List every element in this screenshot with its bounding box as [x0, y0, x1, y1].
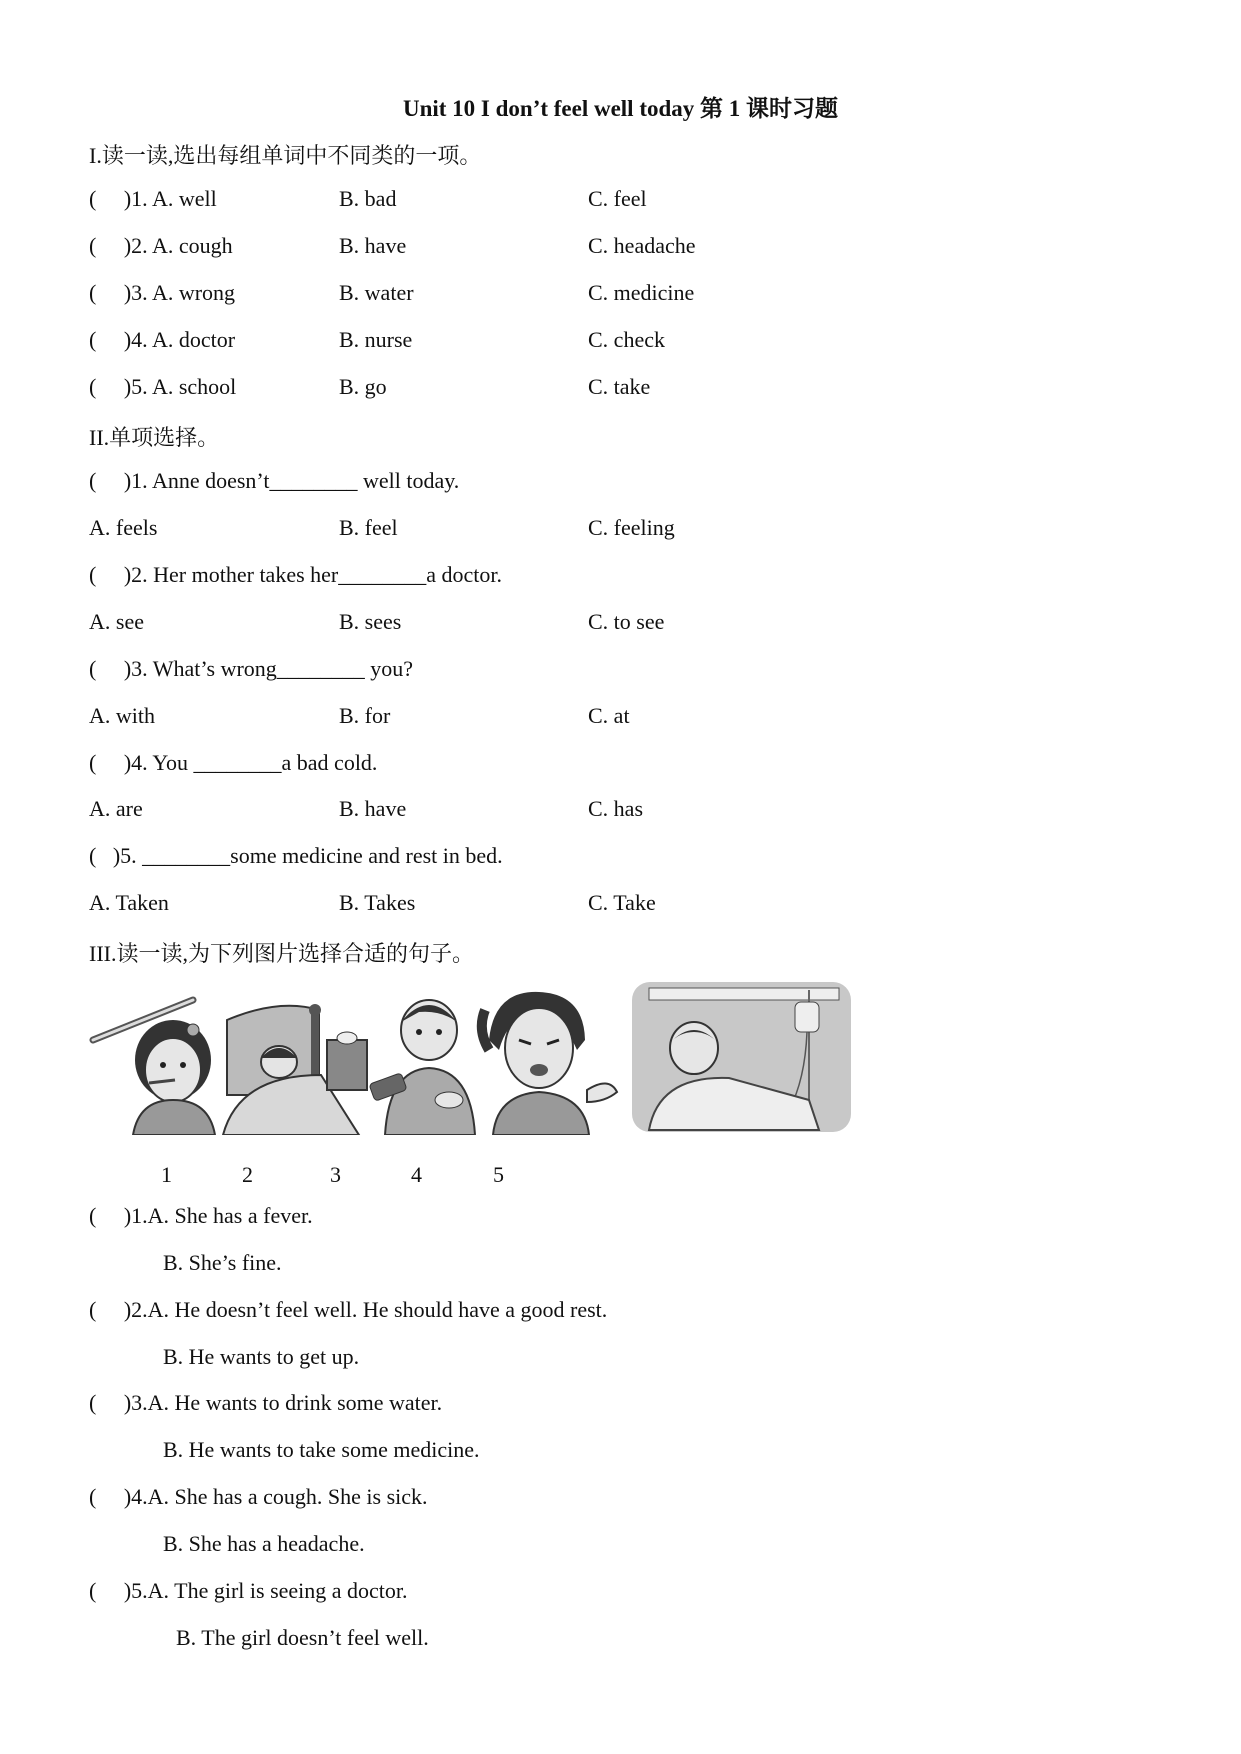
section-2-question — [89, 656, 989, 686]
option-c: C. feel — [588, 186, 647, 211]
page-title: Unit 10 I don’t feel well today 第 1 课时习题 — [402, 96, 839, 121]
picture-numbers — [0, 1162, 1241, 1192]
question-text: ( )4. You ________a bad cold. — [89, 750, 378, 775]
section-2-heading: II.单项选择。 — [89, 425, 220, 450]
picture-number: 3 — [330, 1162, 341, 1187]
question-text: ( )5. A. school — [89, 374, 237, 399]
section-2-options — [89, 609, 989, 639]
girl-thermometer-picture — [93, 1000, 215, 1135]
section-1-heading: I.读一读,选出每组单词中不同类的一项。 — [89, 143, 482, 168]
section-3-option-a: ( )5.A. The girl is seeing a doctor. — [89, 1578, 408, 1603]
illustration-strip — [89, 980, 851, 1135]
option-b: B. nurse — [339, 327, 413, 352]
option-c: C. at — [588, 703, 630, 728]
option-c: C. check — [588, 327, 665, 352]
option-c: C. medicine — [588, 280, 695, 305]
section-2-question — [89, 843, 989, 873]
girl-coughing-picture — [482, 992, 617, 1135]
section-2-options — [89, 515, 989, 545]
section-2-options — [89, 796, 989, 826]
option-c: C. to see — [588, 609, 665, 634]
section-3-option-a: ( )3.A. He wants to drink some water. — [89, 1390, 443, 1415]
option-b: B. bad — [339, 186, 397, 211]
option-c: C. headache — [588, 233, 696, 258]
question-text: ( )3. What’s wrong________ you? — [89, 656, 414, 681]
section-3-option-b: B. He wants to take some medicine. — [163, 1437, 480, 1462]
question-text: ( )2. A. cough — [89, 233, 233, 258]
child-in-bed-picture — [223, 1004, 367, 1135]
boy-medicine-picture — [369, 1000, 475, 1135]
question-text: ( )1. A. well — [89, 186, 217, 211]
question-text: ( )2. Her mother takes her________a doctor. — [89, 562, 502, 587]
section-1-item — [89, 374, 989, 404]
question-text: ( )4. A. doctor — [89, 327, 236, 352]
section-3-option-a: ( )4.A. She has a cough. She is sick. — [89, 1484, 428, 1509]
section-3-option-b: B. He wants to get up. — [163, 1344, 360, 1369]
option-c: C. feeling — [588, 515, 675, 540]
option-a: A. are — [89, 796, 143, 821]
option-b: B. water — [339, 280, 414, 305]
option-b: B. have — [339, 796, 407, 821]
section-2-options — [89, 890, 989, 920]
option-c: C. take — [588, 374, 651, 399]
section-1-item — [89, 327, 989, 357]
girl-hospital-picture — [632, 982, 851, 1132]
option-c: C. Take — [588, 890, 656, 915]
picture-number: 1 — [161, 1162, 172, 1187]
option-a: A. with — [89, 703, 155, 728]
option-b: B. sees — [339, 609, 402, 634]
section-1-item — [89, 233, 989, 263]
option-c: C. has — [588, 796, 643, 821]
question-text: ( )1. Anne doesn’t________ well today. — [89, 468, 460, 493]
section-3-option-a: ( )1.A. She has a fever. — [89, 1203, 313, 1228]
section-1-item — [89, 186, 989, 216]
section-2-options — [89, 703, 989, 733]
section-2-question — [89, 562, 989, 592]
option-a: A. Taken — [89, 890, 169, 915]
section-3-option-a: ( )2.A. He doesn’t feel well. He should have a good rest. — [89, 1297, 608, 1322]
section-3-heading: III.读一读,为下列图片选择合适的句子。 — [89, 941, 474, 966]
section-3-option-b: B. She has a headache. — [163, 1531, 365, 1556]
picture-number: 4 — [411, 1162, 422, 1187]
picture-number: 5 — [493, 1162, 504, 1187]
section-2-question — [89, 468, 989, 498]
option-b: B. for — [339, 703, 391, 728]
section-2-question — [89, 750, 989, 780]
option-b: B. Takes — [339, 890, 416, 915]
option-a: A. feels — [89, 515, 158, 540]
section-3-option-b: B. She’s fine. — [163, 1250, 282, 1275]
section-3-option-b: B. The girl doesn’t feel well. — [176, 1625, 429, 1650]
option-b: B. go — [339, 374, 387, 399]
option-a: A. see — [89, 609, 144, 634]
option-b: B. have — [339, 233, 407, 258]
question-text: ( )5. ________some medicine and rest in bed. — [89, 843, 503, 868]
picture-number: 2 — [242, 1162, 253, 1187]
question-text: ( )3. A. wrong — [89, 280, 236, 305]
option-b: B. feel — [339, 515, 398, 540]
section-1-item — [89, 280, 989, 310]
